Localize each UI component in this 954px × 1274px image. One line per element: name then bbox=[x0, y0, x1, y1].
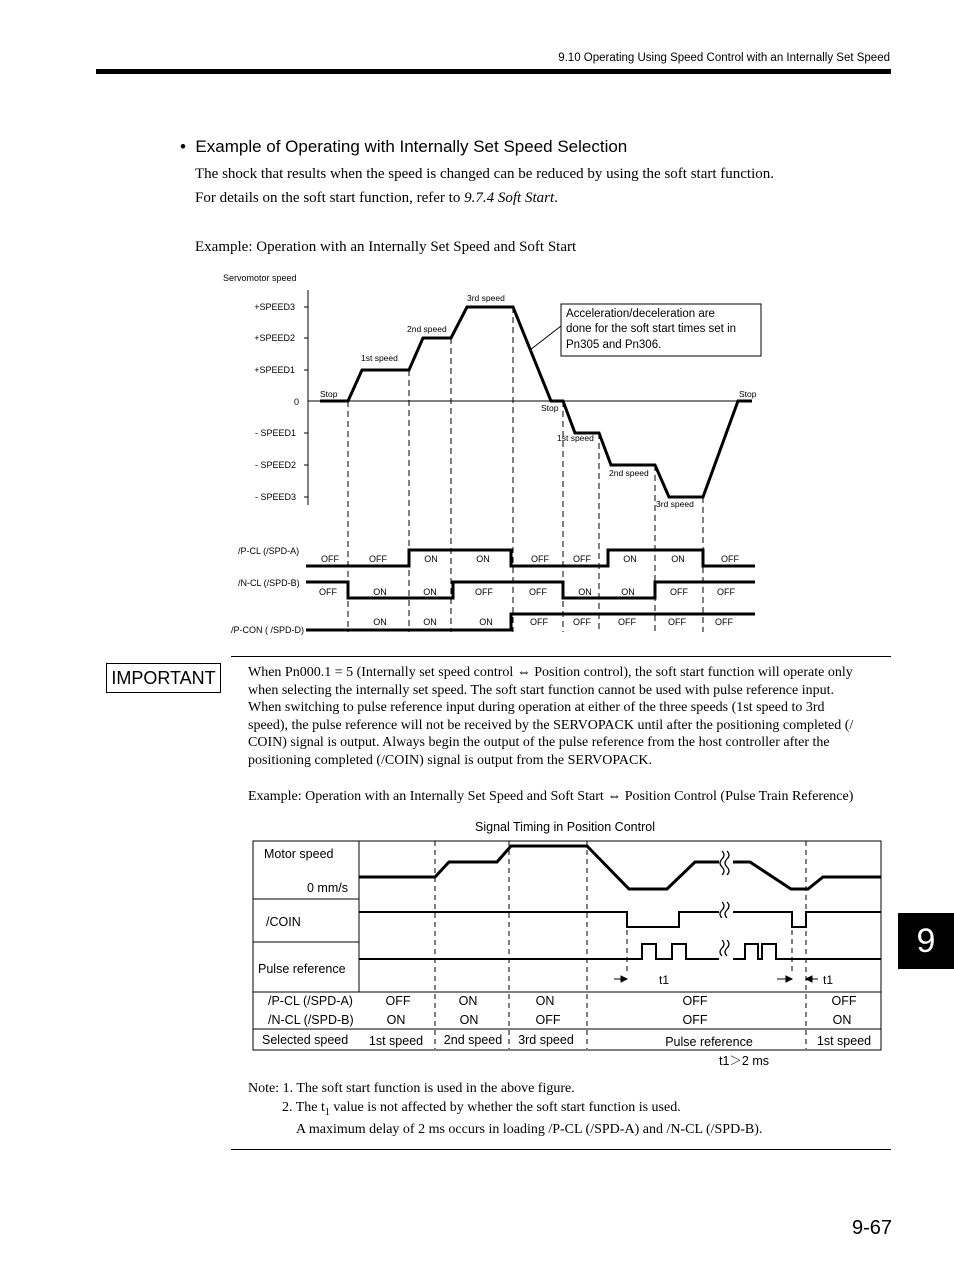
state-label: ON bbox=[479, 617, 493, 627]
heading-text: Example of Operating with Internally Set Speed Selection bbox=[195, 137, 628, 156]
important-line: When Pn000.1 = 5 (Internally set speed control ⇔ Position control), the soft start function will operate only bbox=[248, 665, 853, 680]
note-2: 2. The $t_1$ value is not affected by whether the soft start function is used. bbox=[282, 1100, 681, 1118]
bullet: • bbox=[180, 137, 186, 156]
table-cell: 1st speed bbox=[368, 1034, 424, 1048]
callout-text: Pn305 and Pn306. bbox=[566, 339, 662, 351]
callout-text: done for the soft start times set in bbox=[566, 323, 737, 335]
t1-label: t1 bbox=[823, 973, 834, 987]
table-cell: ON bbox=[386, 1013, 406, 1027]
table-cell: OFF bbox=[682, 1013, 708, 1027]
state-label: ON bbox=[373, 587, 387, 597]
coin-waveform bbox=[733, 912, 881, 927]
state-label: OFF bbox=[319, 587, 337, 597]
state-label: OFF bbox=[573, 617, 591, 627]
signal-name: /N-CL (/SPD-B) bbox=[238, 578, 300, 588]
signal-name: /P-CON ( /SPD-D) bbox=[231, 625, 304, 635]
motor-speed-line bbox=[359, 846, 719, 889]
pulse-reference-waveform bbox=[733, 944, 881, 959]
state-label: OFF bbox=[618, 617, 636, 627]
state-label: OFF bbox=[321, 554, 339, 564]
pulse-reference-waveform bbox=[359, 944, 719, 959]
state-label: ON bbox=[423, 587, 437, 597]
row-label-zero-speed: 0 mm/s bbox=[307, 881, 348, 895]
chapter-tab: 9 bbox=[898, 913, 954, 969]
ytick-label: +SPEED1 bbox=[254, 365, 295, 375]
phase-label: 2nd speed bbox=[407, 324, 447, 334]
example-caption-2: Example: Operation with an Internally Set Speed and Soft Start ⇔ Position Control (Pulse Train Reference) bbox=[248, 789, 854, 804]
state-label: ON bbox=[423, 617, 437, 627]
body-paragraph-1: The shock that results when the speed is changed can be reduced by using the soft start function. bbox=[195, 166, 775, 182]
important-line: COIN) signal is output. Always begin the output of the pulse reference from the host controller after the bbox=[248, 735, 830, 751]
page-number: 9-67 bbox=[852, 1217, 893, 1239]
phase-label: Stop bbox=[541, 403, 559, 413]
table-cell: Pulse reference bbox=[665, 1035, 753, 1049]
state-label: OFF bbox=[721, 554, 739, 564]
t1-condition: t1＞2 ms bbox=[719, 1054, 770, 1068]
ytick-label: +SPEED3 bbox=[254, 302, 295, 312]
table-cell: ON bbox=[459, 1013, 479, 1027]
t1-arrow-icon bbox=[614, 976, 818, 982]
body-paragraph-2: For details on the soft start function, refer to 9.7.4 Soft Start. bbox=[195, 190, 558, 206]
state-label: ON bbox=[671, 554, 685, 564]
bottom-row-label: /P-CL (/SPD-A) bbox=[268, 994, 353, 1008]
state-label: OFF bbox=[531, 554, 549, 564]
phase-label: 1st speed bbox=[557, 433, 594, 443]
state-label: ON bbox=[424, 554, 438, 564]
state-label: OFF bbox=[668, 617, 686, 627]
state-label: OFF bbox=[369, 554, 387, 564]
table-cell: ON bbox=[832, 1013, 852, 1027]
table-cell: 3rd speed bbox=[518, 1033, 574, 1047]
t1-label: t1 bbox=[659, 973, 670, 987]
phase-label: Stop bbox=[739, 389, 757, 399]
ytick-label: - SPEED2 bbox=[254, 460, 296, 470]
cross-reference: 9.7.4 Soft Start bbox=[464, 190, 555, 206]
row-label-coin: /COIN bbox=[266, 915, 301, 929]
y-axis-title: Servomotor speed bbox=[223, 273, 297, 283]
state-label: ON bbox=[623, 554, 637, 564]
important-rule-bottom bbox=[231, 1149, 891, 1150]
row-label-motor-speed: Motor speed bbox=[264, 847, 334, 861]
state-label: ON bbox=[476, 554, 490, 564]
state-label: OFF bbox=[717, 587, 735, 597]
table-cell: 2nd speed bbox=[443, 1033, 503, 1047]
table-cell: OFF bbox=[535, 1013, 561, 1027]
state-label: ON bbox=[621, 587, 635, 597]
state-label: OFF bbox=[529, 587, 547, 597]
phase-label: 3rd speed bbox=[467, 293, 505, 303]
ytick-label: - SPEED3 bbox=[254, 492, 296, 502]
state-label: ON bbox=[578, 587, 592, 597]
state-label: OFF bbox=[573, 554, 591, 564]
signal-name: /P-CL (/SPD-A) bbox=[238, 546, 300, 556]
important-label: IMPORTANT bbox=[106, 663, 221, 693]
bottom-row-label: /N-CL (/SPD-B) bbox=[268, 1013, 354, 1027]
table-cell: ON bbox=[458, 994, 478, 1008]
callout-text: Acceleration/deceleration are bbox=[566, 308, 715, 320]
motor-speed-line bbox=[733, 862, 881, 889]
important-line: positioning completed (/COIN) signal is output from the SERVOPACK. bbox=[248, 752, 652, 768]
phase-label: 2nd speed bbox=[609, 468, 649, 478]
note-1: Note: 1. The soft start function is used in the above figure. bbox=[248, 1081, 575, 1096]
phase-label: 3rd speed bbox=[656, 499, 694, 509]
phase-label: Stop bbox=[320, 389, 338, 399]
table-cell: OFF bbox=[385, 994, 411, 1008]
table-cell: OFF bbox=[682, 994, 708, 1008]
table-cell: 1st speed bbox=[816, 1034, 872, 1048]
coin-waveform bbox=[359, 912, 719, 927]
ytick-label: - SPEED1 bbox=[254, 428, 296, 438]
important-line: when selecting the internally set speed. The soft start function cannot be used with pulse reference input. bbox=[248, 682, 835, 698]
bottom-row-label: Selected speed bbox=[262, 1033, 349, 1047]
table-cell: OFF bbox=[831, 994, 857, 1008]
ytick-label: 0 bbox=[293, 397, 299, 407]
state-label: OFF bbox=[715, 617, 733, 627]
break-mark-icon bbox=[720, 851, 729, 956]
state-label: OFF bbox=[670, 587, 688, 597]
state-label: ON bbox=[373, 617, 387, 627]
table-cell: ON bbox=[535, 994, 555, 1008]
ytick-label: +SPEED2 bbox=[254, 333, 295, 343]
state-label: OFF bbox=[475, 587, 493, 597]
state-label: OFF bbox=[530, 617, 548, 627]
example-caption-1: Example: Operation with an Internally Set Speed and Soft Start bbox=[195, 239, 577, 255]
important-line: When switching to pulse reference input during operation at either of the three speeds (1st speed to 3rd bbox=[248, 700, 825, 716]
running-header: 9.10 Operating Using Speed Control with an Internally Set Speed bbox=[558, 52, 890, 64]
row-label-pulse-reference: Pulse reference bbox=[258, 962, 346, 976]
note-3: A maximum delay of 2 ms occurs in loading /P-CL (/SPD-A) and /N-CL (/SPD-B). bbox=[296, 1122, 763, 1137]
timing-diagram-title: Signal Timing in Position Control bbox=[475, 820, 655, 834]
phase-label: 1st speed bbox=[361, 353, 398, 363]
important-line: speed), the pulse reference will not be received by the SERVOPACK until after the positioning completed (/ bbox=[248, 717, 854, 733]
